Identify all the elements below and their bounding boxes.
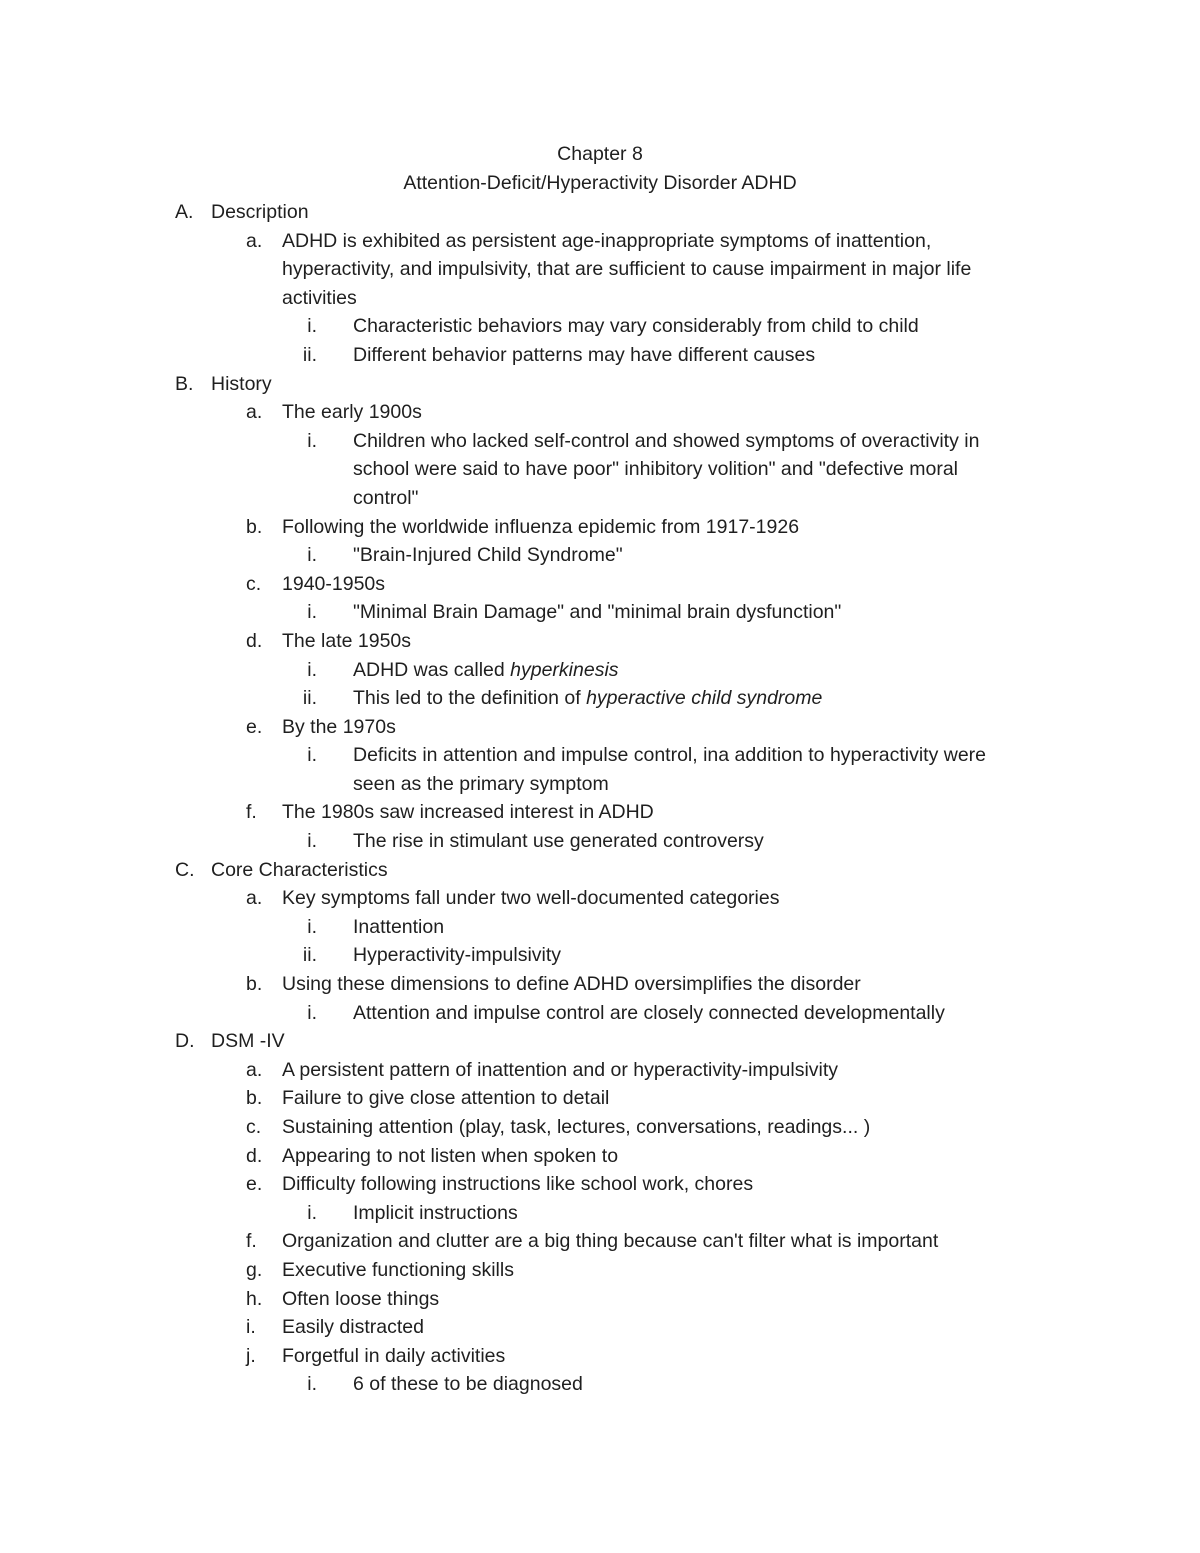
outline-marker: i.	[307, 744, 317, 767]
outline-text-plain: hyperactivity, and impulsivity, that are sufficient to cause impairment in major life	[282, 258, 972, 281]
outline-line	[0, 1056, 1200, 1085]
outline-marker: i.	[307, 915, 317, 938]
outline-line	[0, 1084, 1200, 1113]
outline-text	[282, 284, 357, 313]
outline-text-plain: "Minimal Brain Damage" and "minimal brain dysfunction"	[353, 601, 842, 624]
outline-text-plain: This led to the definition of	[353, 687, 587, 710]
outline-text	[282, 1113, 870, 1142]
outline-text	[211, 370, 272, 399]
outline-line	[0, 484, 1200, 513]
outline-line	[0, 541, 1200, 570]
outline-marker: b.	[246, 515, 263, 538]
outline-marker: j.	[246, 1344, 256, 1367]
outline-text	[282, 1056, 838, 1085]
outline-line	[0, 1256, 1200, 1285]
outline-line	[0, 1227, 1200, 1256]
outline-line	[0, 513, 1200, 542]
outline-text	[282, 1285, 439, 1314]
outline-line	[0, 455, 1200, 484]
outline-marker: i.	[307, 544, 317, 567]
outline-line	[0, 1027, 1200, 1056]
outline-line	[0, 684, 1200, 713]
outline-text	[282, 798, 654, 827]
outline-marker: c.	[246, 1116, 262, 1138]
outline-text-plain: 1940-1950s	[282, 572, 386, 595]
outline-marker: A.	[175, 201, 194, 223]
outline-text-plain: Implicit instructions	[353, 1201, 518, 1224]
outline-text	[353, 455, 958, 484]
outline-line	[0, 770, 1200, 799]
outline-line	[0, 312, 1200, 341]
outline-line	[0, 398, 1200, 427]
outline-text-plain: Easily distracted	[282, 1316, 424, 1339]
outline-marker: d.	[246, 629, 263, 652]
outline-text-plain: ADHD was called	[353, 658, 511, 681]
outline-text-plain: seen as the primary symptom	[353, 772, 609, 795]
outline-text-plain: Using these dimensions to define ADHD oversimplifies the disorder	[282, 973, 861, 996]
outline-marker: b.	[246, 1087, 263, 1110]
outline-line	[0, 1285, 1200, 1314]
outline-text	[282, 1084, 609, 1113]
outline-text-plain: Failure to give close attention to detail	[282, 1087, 610, 1110]
outline-text	[282, 970, 861, 999]
outline-text	[211, 198, 309, 227]
outline-line	[0, 970, 1200, 999]
outline-text	[282, 227, 931, 256]
outline-text	[282, 713, 396, 742]
outline-text	[353, 598, 841, 627]
outline-marker: a.	[246, 1058, 263, 1081]
outline-marker: i.	[307, 1373, 317, 1396]
outline-marker: g.	[246, 1258, 263, 1281]
outline-marker: h.	[246, 1287, 263, 1310]
outline-text-plain: activities	[282, 286, 357, 309]
outline-marker: i.	[307, 601, 317, 624]
outline-text-plain: Sustaining attention (play, task, lectures, conversations, readings... )	[282, 1116, 871, 1138]
outline-text	[353, 913, 444, 942]
outline-text-plain: Following the worldwide influenza epidemic from 1917-1926	[282, 515, 800, 538]
outline-marker: B.	[175, 372, 194, 395]
outline-line	[0, 999, 1200, 1028]
chapter-title: Chapter 8	[557, 143, 643, 165]
outline-text-plain: Executive functioning skills	[282, 1258, 514, 1281]
outline-text	[353, 770, 609, 799]
outline-marker: c.	[246, 572, 262, 595]
outline-text-italic: hyperkinesis	[510, 658, 619, 681]
outline-text-plain: Often loose things	[282, 1287, 440, 1310]
outline-marker: C.	[175, 858, 195, 881]
outline-marker: e.	[246, 715, 263, 738]
outline-line	[0, 255, 1200, 284]
outline-text-plain: Different behavior patterns may have different causes	[353, 343, 816, 366]
outline-line	[0, 1113, 1200, 1142]
outline-marker: a.	[246, 229, 263, 252]
outline-text	[282, 255, 971, 284]
outline-text	[282, 1313, 424, 1342]
outline-text	[282, 570, 385, 599]
outline-marker: a.	[246, 401, 263, 424]
outline-text-plain: Inattention	[353, 915, 445, 938]
outline-text-plain: A persistent pattern of inattention and or hyperactivity-impulsivity	[282, 1058, 839, 1081]
outline-text-plain: The late 1950s	[282, 629, 412, 652]
outline-marker: f.	[246, 1230, 257, 1253]
outline-line	[0, 598, 1200, 627]
outline-text-plain: The early 1900s	[282, 401, 422, 424]
outline-line	[0, 627, 1200, 656]
outline-line	[0, 370, 1200, 399]
outline-text-plain: Attention and impulse control are closely connected developmentally	[353, 1001, 945, 1024]
outline-marker: D.	[175, 1030, 195, 1053]
outline-marker: i.	[307, 830, 317, 853]
outline-list	[0, 198, 1200, 1399]
outline-marker: ii.	[302, 687, 317, 710]
outline-line	[0, 341, 1200, 370]
outline-text-plain: Key symptoms fall under two well-documented categories	[282, 887, 780, 910]
outline-text-plain: By the 1970s	[282, 715, 396, 738]
outline-marker: i.	[307, 1201, 317, 1224]
outline-text	[353, 541, 623, 570]
outline-text-plain: Children who lacked self-control and showed symptoms of overactivity in	[353, 429, 980, 452]
outline-line	[0, 1370, 1200, 1399]
outline-line	[0, 884, 1200, 913]
outline-text-plain: ADHD is exhibited as persistent age-inappropriate symptoms of inattention,	[282, 229, 932, 252]
outline-line	[0, 1199, 1200, 1228]
outline-text	[282, 398, 422, 427]
outline-text	[353, 1199, 518, 1228]
outline-marker: a.	[246, 887, 263, 910]
outline-text	[282, 1342, 505, 1371]
outline-line	[0, 656, 1200, 685]
outline-text-plain: 6 of these to be diagnosed	[353, 1373, 583, 1396]
outline-line	[0, 570, 1200, 599]
outline-text-plain: DSM -IV	[211, 1030, 285, 1053]
outline-marker: ii.	[302, 944, 317, 967]
outline-marker: i.	[307, 429, 317, 452]
outline-line	[0, 198, 1200, 227]
outline-text-plain: Appearing to not listen when spoken to	[282, 1144, 619, 1167]
outline-text	[211, 1027, 285, 1056]
outline-text	[353, 1370, 583, 1399]
outline-line	[0, 1342, 1200, 1371]
outline-line	[0, 913, 1200, 942]
outline-text-plain: school were said to have poor" inhibitory volition" and "defective moral	[353, 458, 959, 481]
outline-text	[282, 884, 779, 913]
outline-marker: b.	[246, 973, 263, 996]
outline-text-plain: The 1980s saw increased interest in ADHD	[282, 801, 654, 824]
outline-text-plain: Core Characteristics	[211, 858, 388, 881]
outline-line	[0, 713, 1200, 742]
outline-text	[282, 1142, 618, 1171]
outline-text	[353, 484, 418, 513]
outline-text	[353, 656, 619, 685]
outline-text	[282, 1256, 514, 1285]
outline-text-plain: control"	[353, 486, 419, 509]
outline-text	[353, 827, 764, 856]
outline-marker: e.	[246, 1173, 263, 1196]
outline-text	[353, 999, 945, 1028]
outline-text	[353, 341, 815, 370]
outline-text-plain: Characteristic behaviors may vary considerably from child to child	[353, 315, 919, 338]
outline-text	[282, 627, 411, 656]
outline-text-plain: The rise in stimulant use generated controversy	[353, 830, 764, 853]
outline-line	[0, 427, 1200, 456]
outline-marker: i.	[246, 1316, 256, 1339]
outline-line	[0, 1313, 1200, 1342]
outline-line	[0, 856, 1200, 885]
outline-text	[353, 684, 822, 713]
outline-text	[353, 312, 919, 341]
outline-text	[353, 741, 986, 770]
outline-marker: ii.	[302, 343, 317, 366]
outline-text	[282, 513, 799, 542]
outline-line	[0, 1142, 1200, 1171]
outline-line	[0, 1170, 1200, 1199]
outline-line	[0, 741, 1200, 770]
outline-line	[0, 827, 1200, 856]
outline-line	[0, 941, 1200, 970]
outline-text-plain: Organization and clutter are a big thing because can't filter what is important	[282, 1230, 939, 1253]
document-heading: Attention-Deficit/Hyperactivity Disorder ADHD	[403, 172, 797, 194]
outline-marker: d.	[246, 1144, 263, 1167]
outline-text	[353, 941, 561, 970]
outline-text-plain: Deficits in attention and impulse control, ina addition to hyperactivity were	[353, 744, 986, 767]
outline-text-plain: "Brain-Injured Child Syndrome"	[353, 544, 623, 567]
outline-line	[0, 284, 1200, 313]
outline-text-italic: hyperactive child syndrome	[586, 687, 823, 710]
outline-text-plain: Difficulty following instructions like school work, chores	[282, 1173, 754, 1196]
outline-text	[282, 1170, 753, 1199]
outline-text-plain: History	[211, 372, 272, 395]
outline-marker: i.	[307, 1001, 317, 1024]
outline-text-plain: Forgetful in daily activities	[282, 1344, 506, 1367]
outline-text	[353, 427, 979, 456]
outline-line	[0, 227, 1200, 256]
outline-line	[0, 798, 1200, 827]
outline-marker: i.	[307, 658, 317, 681]
outline-text-plain: Hyperactivity-impulsivity	[353, 944, 562, 967]
outline-marker: f.	[246, 801, 257, 824]
outline-text	[282, 1227, 938, 1256]
outline-text-plain: Description	[211, 201, 309, 223]
outline-marker: i.	[307, 315, 317, 338]
outline-text	[211, 856, 388, 885]
